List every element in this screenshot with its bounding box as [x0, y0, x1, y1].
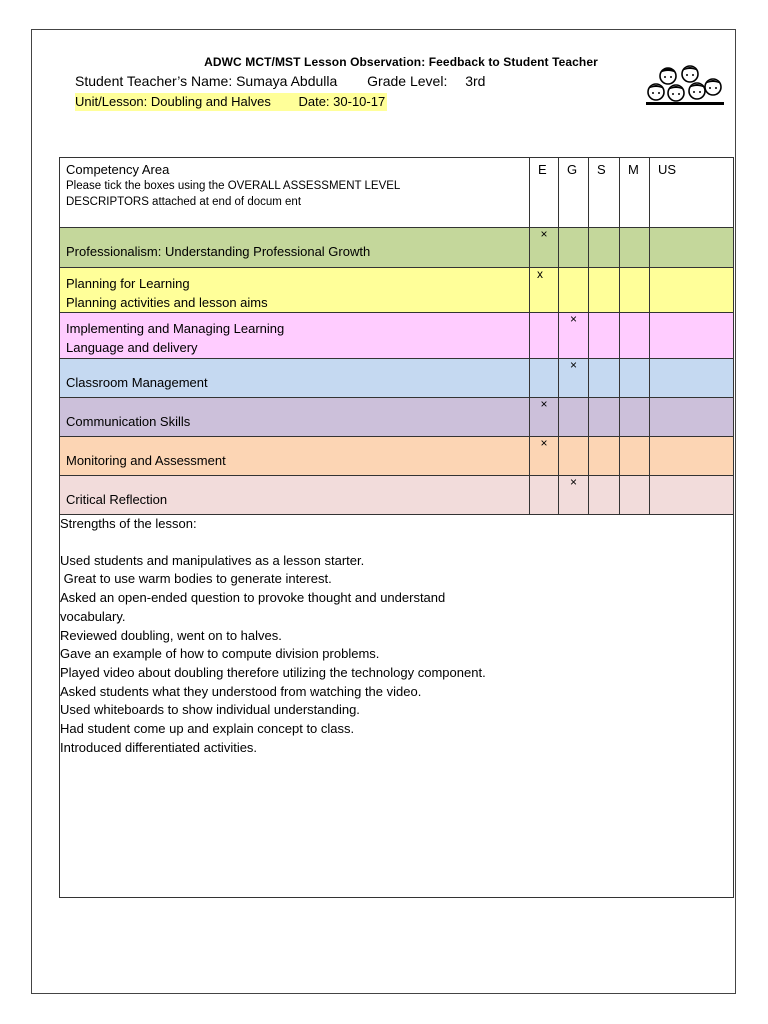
competency-table	[59, 157, 734, 898]
competency-label: Professionalism: Understanding Professional Growth	[66, 244, 371, 259]
list-item: Gave an example of how to compute division problems.	[60, 646, 380, 662]
level-cell-s	[589, 313, 620, 359]
competency-label: Planning for Learning	[66, 276, 190, 291]
level-cell-e: ×	[530, 437, 559, 476]
level-cell-e	[530, 313, 559, 359]
list-item: Used students and manipulatives as a lesson starter.	[60, 552, 365, 568]
level-cell-us	[650, 476, 734, 515]
instruction-line-1: Please tick the boxes using the OVERALL ASSESSMENT LEVEL	[66, 180, 401, 192]
document-title: ADWC MCT/MST Lesson Observation: Feedback to Student Teacher	[204, 55, 598, 69]
level-cell-m	[620, 359, 650, 398]
level-cell-g: ×	[559, 359, 589, 398]
instruction-line-2: DESCRIPTORS attached at end of docum ent	[66, 196, 302, 208]
document-page	[31, 29, 736, 994]
competency-cell	[60, 437, 530, 476]
level-header-m: M	[620, 158, 650, 228]
competency-cell	[60, 313, 530, 359]
level-cell-s	[589, 437, 620, 476]
strengths-title: Strengths of the lesson:	[60, 516, 197, 531]
level-cell-g	[559, 268, 589, 313]
level-header-e: E	[530, 158, 559, 228]
level-cell-s	[589, 228, 620, 268]
list-item: Had student come up and explain concept to class.	[60, 721, 355, 737]
level-cell-m	[620, 476, 650, 515]
list-item: Asked an open-ended question to provoke thought and understand vocabulary.	[60, 590, 446, 624]
competency-label: Critical Reflection	[66, 492, 168, 507]
strengths-row	[60, 515, 734, 898]
level-header-s: S	[589, 158, 620, 228]
table-header-row	[60, 158, 734, 228]
level-cell-m	[620, 398, 650, 437]
competency-cell	[60, 268, 530, 313]
competency-sublabel: Planning activities and lesson aims	[66, 295, 268, 310]
table-row	[60, 359, 734, 398]
level-cell-g: ×	[559, 476, 589, 515]
table-row	[60, 437, 734, 476]
level-cell-us	[650, 313, 734, 359]
level-cell-us	[650, 268, 734, 313]
competency-label: Communication Skills	[66, 414, 191, 429]
level-cell-m	[620, 268, 650, 313]
level-cell-us	[650, 359, 734, 398]
list-item: Introduced differentiated activities.	[60, 739, 258, 755]
level-cell-g	[559, 437, 589, 476]
children-clipart-icon	[646, 64, 724, 106]
table-row	[60, 476, 734, 515]
competency-heading: Competency Area	[66, 162, 170, 177]
level-cell-g	[559, 398, 589, 437]
table-row	[60, 398, 734, 437]
unit-lesson: Unit/Lesson: Doubling and Halves	[75, 94, 271, 109]
table-row	[60, 313, 734, 359]
level-cell-e	[530, 359, 559, 398]
list-item: Asked students what they understood from watching the video.	[60, 683, 422, 699]
list-item: Great to use warm bodies to generate interest.	[60, 571, 332, 587]
level-cell-s	[589, 359, 620, 398]
competency-header-cell	[60, 158, 530, 228]
level-cell-s	[589, 476, 620, 515]
competency-cell	[60, 228, 530, 268]
grade-label: Grade Level:	[367, 73, 448, 89]
competency-sublabel: Language and delivery	[66, 340, 198, 355]
level-cell-us	[650, 398, 734, 437]
lesson-date: Date: 30-10-17	[298, 94, 386, 109]
level-cell-m	[620, 228, 650, 268]
table-row	[60, 228, 734, 268]
level-header-us: US	[650, 158, 734, 228]
level-cell-e: ×	[530, 228, 559, 268]
competency-label: Classroom Management	[66, 375, 208, 390]
list-item: Reviewed doubling, went on to halves.	[60, 627, 282, 643]
list-item: Played video about doubling therefore utilizing the technology component.	[60, 664, 486, 680]
grade-value: 3rd	[465, 73, 486, 89]
unit-line	[75, 93, 387, 111]
student-name: Student Teacher’s Name: Sumaya Abdulla	[75, 73, 338, 89]
level-cell-s	[589, 398, 620, 437]
competency-cell	[60, 359, 530, 398]
competency-cell	[60, 476, 530, 515]
level-cell-s	[589, 268, 620, 313]
level-cell-e	[530, 476, 559, 515]
level-cell-e: ×	[530, 398, 559, 437]
level-cell-us	[650, 228, 734, 268]
list-item: Used whiteboards to show individual understanding.	[60, 702, 360, 718]
table-row	[60, 268, 734, 313]
strengths-cell	[60, 515, 734, 898]
competency-cell	[60, 398, 530, 437]
student-line	[75, 73, 485, 89]
level-cell-m	[620, 313, 650, 359]
competency-label: Implementing and Managing Learning	[66, 321, 285, 336]
level-cell-g	[559, 228, 589, 268]
competency-label: Monitoring and Assessment	[66, 453, 226, 468]
level-cell-e: x	[530, 268, 559, 313]
level-cell-g: ×	[559, 313, 589, 359]
level-header-g: G	[559, 158, 589, 228]
level-cell-us	[650, 437, 734, 476]
level-cell-m	[620, 437, 650, 476]
